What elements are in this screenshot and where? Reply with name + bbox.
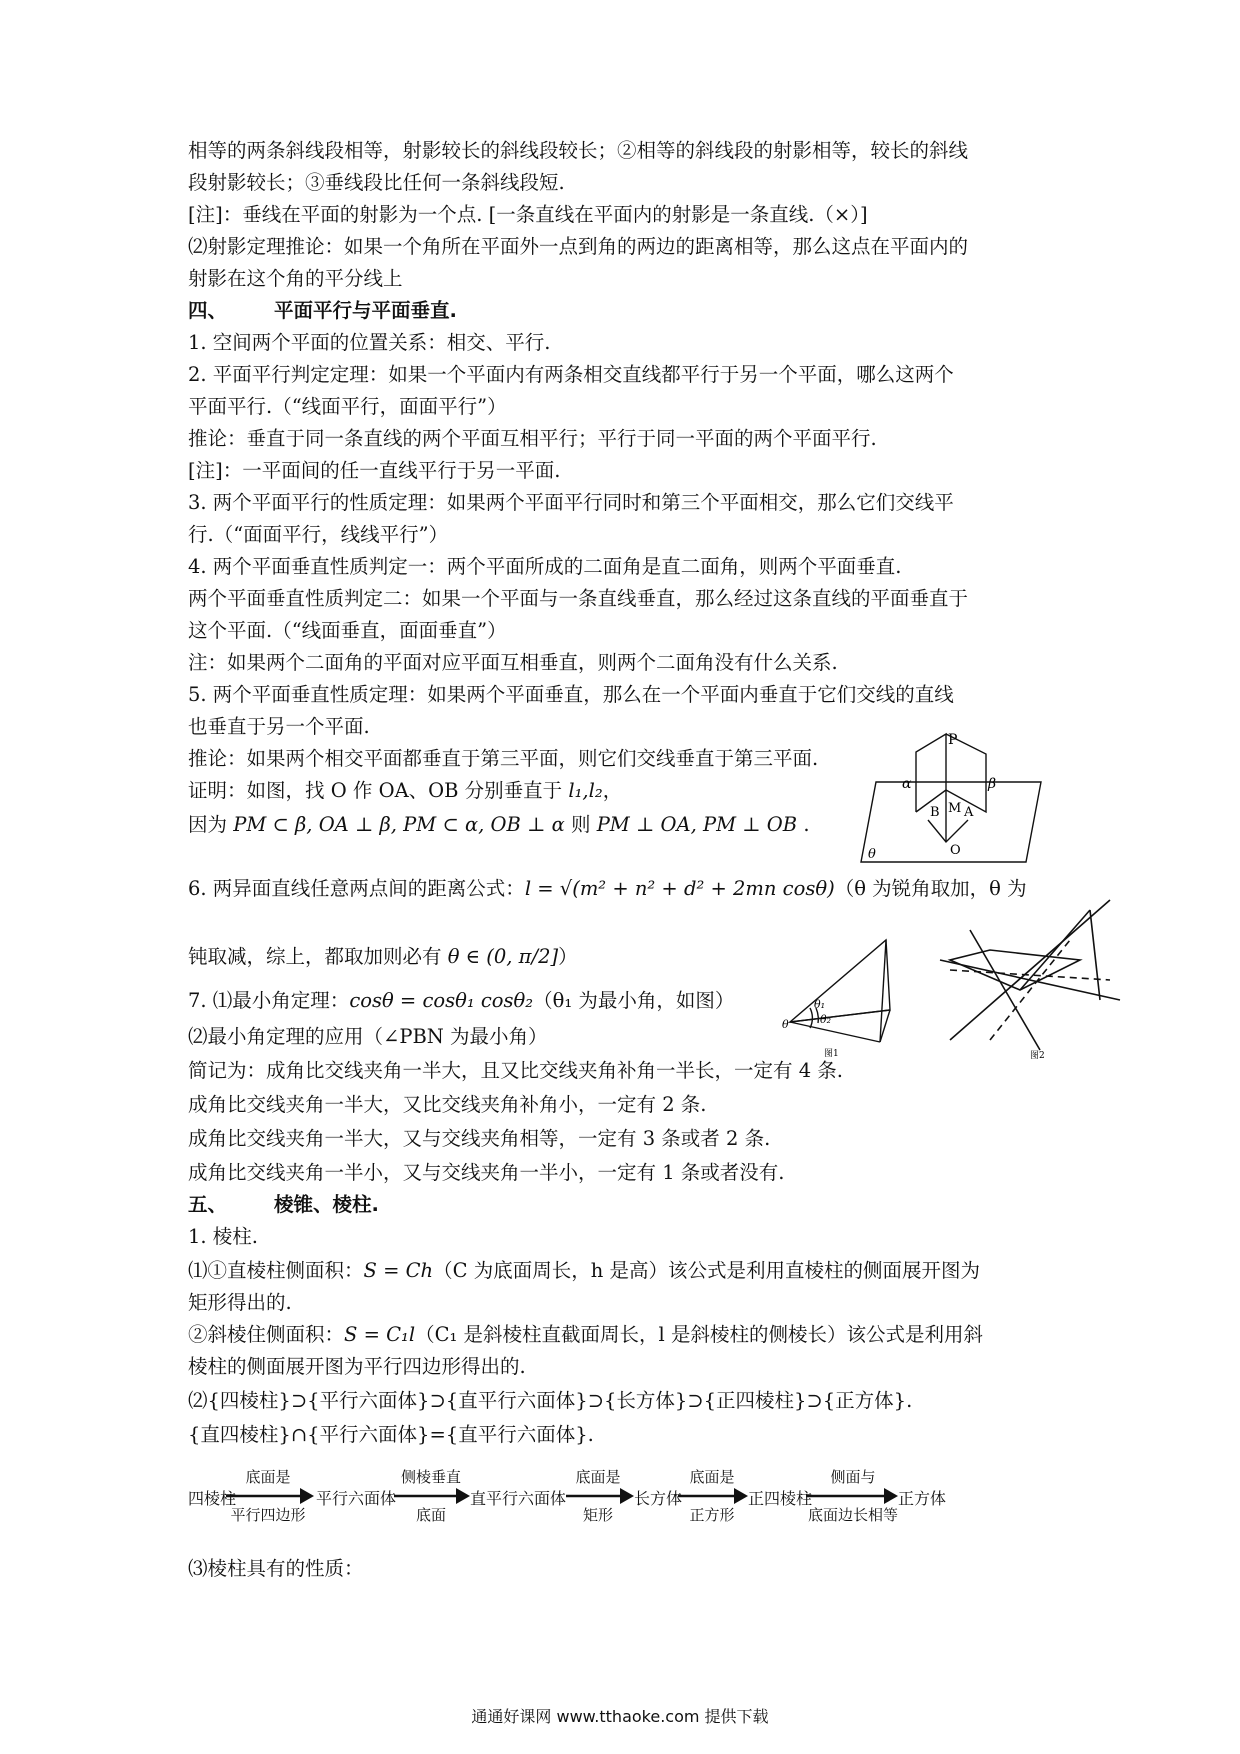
text-line: 成角比交线夹角一半小，又与交线夹角一半小，一定有 1 条或者没有.	[188, 1161, 785, 1184]
distance-formula-line	[188, 874, 1027, 904]
label-theta1: θ₁	[814, 998, 826, 1011]
flow-node: 平行六面体	[316, 1489, 397, 1508]
proof-line	[188, 776, 622, 806]
formula-text: （C 为底面周长，h 是高）该公式是利用直棱柱的侧面展开图为	[433, 1259, 980, 1282]
text-line: [注]：垂线在平面的射影为一个点. [一条直线在平面内的射影是一条直线.（×）]	[188, 203, 868, 226]
label-theta: θ	[868, 847, 876, 862]
text-line: 平面平行.（“线面平行，面面平行”）	[188, 395, 507, 418]
flow-label-bottom: 正方形	[689, 1506, 735, 1524]
heading-text: 棱锥、棱柱.	[274, 1193, 379, 1216]
perpendicular-planes-figure	[856, 732, 1056, 868]
theta-range: θ ∈ (0, π/2]	[447, 945, 559, 968]
text-line: 成角比交线夹角一半大，又比交线夹角补角小，一定有 2 条.	[188, 1093, 707, 1116]
heading-number: 四、	[188, 299, 228, 322]
text-line: 成角比交线夹角一半大，又与交线夹角相等，一定有 3 条或者 2 条.	[188, 1127, 771, 1150]
flow-label-top: 底面是	[575, 1468, 621, 1486]
label-alpha: α	[902, 776, 912, 792]
text-line: 3. 两个平面平行的性质定理：如果两个平面平行同时和第三个平面相交，那么它们交线平	[188, 491, 954, 514]
proof-text: 则	[564, 813, 597, 836]
label-theta: θ	[782, 1018, 789, 1031]
heading-number: 五、	[188, 1193, 228, 1216]
label-B: B	[930, 805, 940, 820]
formula-text: ）	[558, 945, 578, 968]
flow-node: 直平行六面体	[470, 1489, 567, 1508]
flow-label-top: 底面是	[245, 1468, 291, 1486]
text-line: 这个平面.（“线面垂直，面面垂直”）	[188, 619, 507, 642]
formula-text: （C₁ 是斜棱柱直截面周长，l 是斜棱柱的侧棱长）该公式是利用斜	[415, 1323, 983, 1346]
flow-label-bottom: 底面	[415, 1506, 446, 1524]
text-line: 矩形得出的.	[188, 1291, 292, 1314]
formula-text: 钝取减，综上，都取加则必有	[188, 945, 448, 968]
flow-arrows	[188, 1466, 1088, 1530]
proof-math: PM ⊂ β, OA ⊥ β, PM ⊂ α, OB ⊥ α	[233, 813, 565, 836]
flow-label-bottom: 平行四边形	[230, 1506, 306, 1524]
formula-text: （θ 为锐角取加，θ 为	[834, 877, 1027, 900]
page-footer: 通通好课网 www.tthaoke.com 提供下载	[471, 1707, 769, 1726]
formula-text: 7. ⑴最小角定理：	[188, 989, 350, 1012]
text-line: [注]：一平面间的任一直线平行于另一平面.	[188, 459, 561, 482]
figure-caption: 图1	[824, 1049, 839, 1059]
text-line: ⑵最小角定理的应用（∠PBN 为最小角）	[188, 1025, 548, 1048]
text-line: {直四棱柱}∩{平行六面体}={直平行六面体}.	[188, 1423, 594, 1446]
lateral-area-formula: S = Ch	[363, 1259, 434, 1282]
text-line: 2. 平面平行判定定理：如果一个平面内有两条相交直线都平行于另一个平面，哪么这两个	[188, 363, 954, 386]
text-line: 棱柱的侧面展开图为平行四边形得出的.	[188, 1355, 526, 1378]
proof-math: PM ⊥ OA, PM ⊥ OB	[596, 813, 798, 836]
label-theta2: θ₂	[820, 1013, 832, 1026]
text-line: 注：如果两个二面角的平面对应平面互相垂直，则两个二面角没有什么关系.	[188, 651, 838, 674]
min-angle-figure	[780, 930, 940, 1060]
distance-formula-line	[188, 942, 578, 972]
figure-caption: 图2	[1030, 1051, 1045, 1060]
flow-label-top: 侧面与	[830, 1468, 876, 1486]
section-heading-4	[188, 296, 457, 326]
text-line: 行.（“面面平行，线线平行”）	[188, 523, 449, 546]
text-line: ⑶棱柱具有的性质：	[188, 1557, 364, 1580]
text-line: 射影在这个角的平分线上	[188, 267, 403, 290]
formula-text: 6. 两异面直线任意两点间的距离公式：	[188, 877, 525, 900]
proof-text: ，	[602, 779, 623, 802]
flow-node: 四棱柱	[188, 1489, 237, 1508]
label-M: M	[948, 801, 962, 816]
flow-label-top: 侧棱垂直	[400, 1468, 461, 1486]
flow-label-top: 底面是	[689, 1468, 735, 1486]
prism-line	[188, 1256, 980, 1286]
flow-label-bottom: 矩形	[582, 1506, 613, 1524]
min-angle-line	[188, 986, 734, 1016]
flow-label-bottom: 底面边长相等	[808, 1506, 899, 1524]
label-beta: β	[988, 776, 997, 792]
proof-math: l₁,l₂	[568, 779, 603, 802]
proof-text: 因为	[188, 813, 234, 836]
skew-lines-figure	[930, 890, 1130, 1060]
label-P: P	[948, 732, 958, 748]
text-line: 也垂直于另一个平面.	[188, 715, 370, 738]
formula-text: （θ₁ 为最小角，如图）	[533, 989, 735, 1012]
heading-text: 平面平行与平面垂直.	[274, 299, 457, 322]
text-line: 1. 空间两个平面的位置关系：相交、平行.	[188, 331, 551, 354]
label-O: O	[950, 843, 961, 858]
proof-text: 证明：如图，找 O 作 OA、OB 分别垂直于	[188, 779, 569, 802]
prism-line	[188, 1320, 983, 1350]
section-heading-5	[188, 1190, 379, 1220]
text-line: 相等的两条斜线段相等，射影较长的斜线段较长；②相等的斜线段的射影相等，较长的斜线	[188, 139, 969, 162]
oblique-area-formula: S = C₁l	[344, 1323, 416, 1346]
prism-hierarchy-flow	[188, 1466, 1088, 1530]
text-line: ⑵射影定理推论：如果一个角所在平面外一点到角的两边的距离相等，那么这点在平面内的	[188, 235, 969, 258]
text-line: 段射影较长；③垂线段比任何一条斜线段短.	[188, 171, 565, 194]
proof-line	[188, 810, 810, 840]
text-line: 两个平面垂直性质判定二：如果一个平面与一条直线垂直，那么经过这条直线的平面垂直于	[188, 587, 969, 610]
text-line: 5. 两个平面垂直性质定理：如果两个平面垂直，那么在一个平面内垂直于它们交线的直线	[188, 683, 954, 706]
distance-formula: l = √(m² + n² + d² + 2mn cosθ)	[524, 877, 835, 900]
min-angle-formula: cosθ = cosθ₁ cosθ₂	[349, 989, 534, 1012]
formula-text: ⑴①直棱柱侧面积：	[188, 1259, 364, 1282]
flow-node: 长方体	[634, 1489, 683, 1508]
text-line: 简记为：成角比交线夹角一半大，且又比交线夹角补角一半长，一定有 4 条.	[188, 1059, 844, 1082]
text-line: 推论：垂直于同一条直线的两个平面互相平行；平行于同一平面的两个平面平行.	[188, 427, 877, 450]
proof-text: .	[797, 813, 810, 836]
flow-node: 正方体	[898, 1489, 947, 1508]
formula-text: ②斜棱住侧面积：	[188, 1323, 345, 1346]
label-A: A	[964, 805, 974, 820]
text-line: 推论：如果两个相交平面都垂直于第三平面，则它们交线垂直于第三平面.	[188, 747, 819, 770]
flow-node: 正四棱柱	[748, 1489, 813, 1508]
text-line: ⑵{四棱柱}⊃{平行六面体}⊃{直平行六面体}⊃{长方体}⊃{正四棱柱}⊃{正方体}.	[188, 1389, 913, 1412]
text-line: 1. 棱柱.	[188, 1225, 259, 1248]
text-line: 4. 两个平面垂直性质判定一：两个平面所成的二面角是直二面角，则两个平面垂直.	[188, 555, 902, 578]
